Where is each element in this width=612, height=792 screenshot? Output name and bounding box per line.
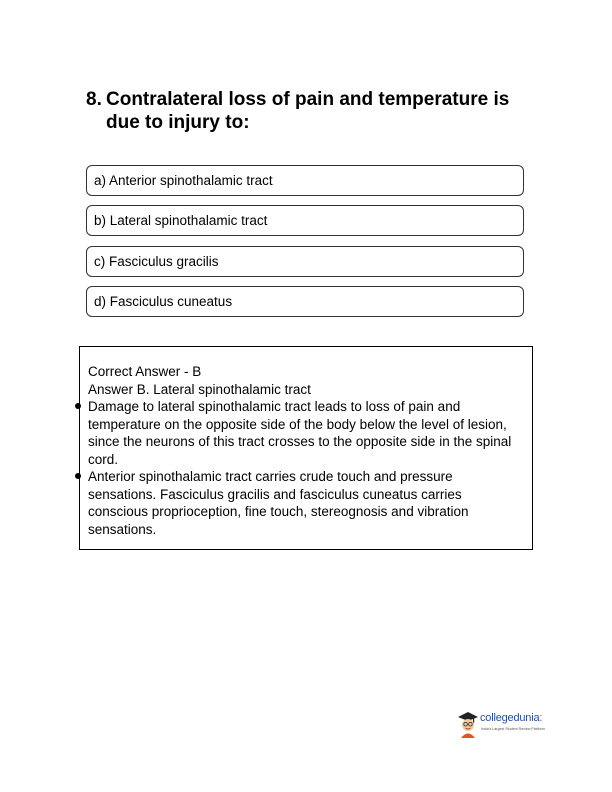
- collegedunia-logo: [457, 708, 557, 740]
- explanation-item: [88, 468, 524, 538]
- answer-heading: Answer B. Lateral spinothalamic tract: [88, 381, 311, 397]
- explanation-item: [88, 398, 524, 468]
- logo-name-main: collegedunia: [480, 712, 540, 724]
- option-a[interactable]: a) Anterior spinothalamic tract: [86, 165, 524, 196]
- option-c[interactable]: c) Fasciculus gracilis: [86, 246, 524, 277]
- explanation-text: Anterior spinothalamic tract carries crude touch and pressure sensations. Fasciculus gracilis and fasciculus cuneatus carries conscious proprioception, fine touch, stereognosis and vibration sensations.: [88, 469, 469, 537]
- option-b[interactable]: b) Lateral spinothalamic tract: [86, 205, 524, 236]
- explanation-list: [88, 398, 524, 538]
- correct-answer-label: Correct Answer - B: [88, 364, 202, 379]
- bullet-icon: [75, 473, 81, 479]
- option-d[interactable]: d) Fasciculus cuneatus: [86, 286, 524, 317]
- explanation-text: Damage to lateral spinothalamic tract leads to loss of pain and temperature on the opposite side of the body below the level of lesion, since the neurons of this tract crosses to the opposite side in the spinal cord.: [88, 399, 512, 467]
- question-heading: [86, 88, 546, 134]
- logo-tagline: India's Largest Student Review Platform: [481, 727, 545, 731]
- logo-wordmark: [480, 712, 542, 724]
- logo-name-tail: :: [539, 712, 543, 724]
- question-number: 8.: [86, 89, 102, 110]
- answer-box: [79, 346, 533, 550]
- question-text: Contralateral loss of pain and temperature is due to injury to:: [106, 89, 510, 133]
- bullet-icon: [75, 403, 81, 409]
- graduate-mascot-icon: [457, 710, 479, 738]
